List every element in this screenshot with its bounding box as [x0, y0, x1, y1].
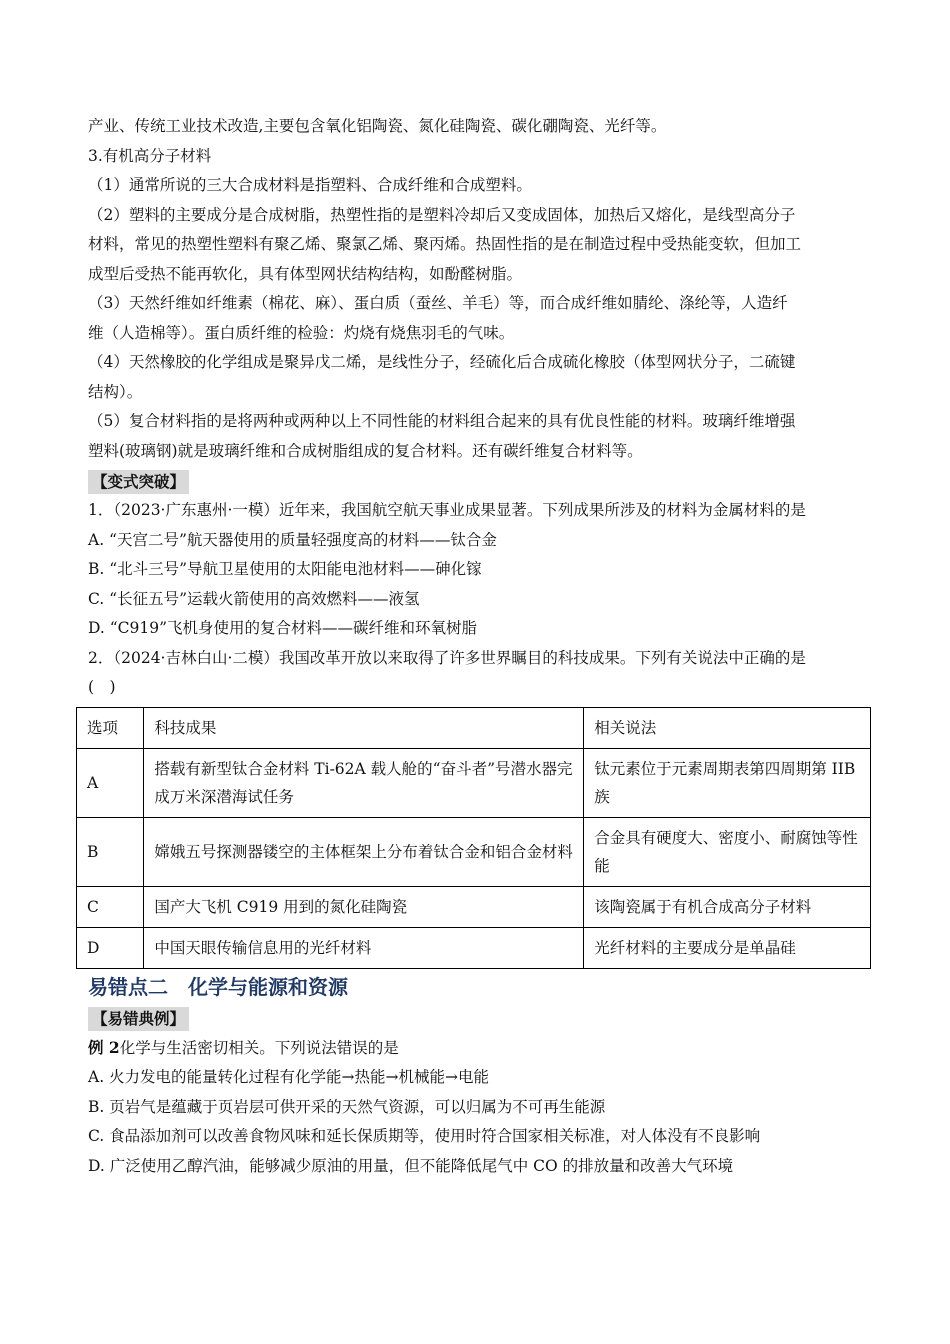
table-cell-option: B — [77, 817, 144, 886]
paragraph-4a: （4）天然橡胶的化学组成是聚异戊二烯，是线性分子，经硫化后合成硫化橡胶（体型网状分子，二硫键 — [88, 353, 796, 371]
subheading-organic-polymers: 3.有机高分子材料 — [88, 146, 212, 165]
question-2-paren: ( ) — [88, 678, 116, 696]
example-2-option-c: C. 食品添加剂可以改善食物风味和延长保质期等，使用时符合国家相关标准，对人体没有不良影响 — [88, 1127, 761, 1145]
table-header-cell: 科技成果 — [144, 707, 584, 748]
question-2-table — [76, 707, 871, 969]
table-cell-option: C — [77, 886, 144, 927]
paragraph-2b: 材料，常见的热塑性塑料有聚乙烯、聚氯乙烯、聚丙烯。热固性指的是在制造过程中受热能变软，但加工 — [88, 235, 802, 253]
section-tag-typical-example: 【易错典例】 — [88, 1007, 189, 1031]
example-text: 化学与生活密切相关。下列说法错误的是 — [119, 1038, 399, 1057]
document-content — [88, 112, 872, 1181]
section-tag-variant: 【变式突破】 — [88, 470, 189, 494]
table-header-cell: 选项 — [77, 707, 144, 748]
question-1: 1．（2023·广东惠州·一模）近年来，我国航空航天事业成果显著。下列成果所涉及的材料为金属材料的是 — [88, 501, 806, 519]
table-cell-achievement: 中国天眼传输信息用的光纤材料 — [144, 927, 584, 968]
paragraph-4b: 结构）。 — [88, 382, 143, 401]
paragraph-3a: （3）天然纤维如纤维素（棉花、麻）、蛋白质（蚕丝、羊毛）等，而合成纤维如腈纶、涤纶等，人造纤 — [88, 294, 788, 312]
table-row — [77, 748, 871, 817]
example-2-option-a: A. 火力发电的能量转化过程有化学能→热能→机械能→电能 — [88, 1068, 490, 1086]
example-2 — [88, 1033, 872, 1064]
paragraph-1: （1）通常所说的三大合成材料是指塑料、合成纤维和合成塑料。 — [88, 176, 532, 194]
section-heading-energy: 易错点二 化学与能源和资源 — [88, 974, 348, 999]
paragraph-2a: （2）塑料的主要成分是合成树脂，热塑性指的是塑料冷却后又变成固体，加热后又熔化，是线型高分子 — [88, 205, 796, 224]
paragraph-5b: 塑料(玻璃钢)就是玻璃纤维和合成树脂组成的复合材料。还有碳纤维复合材料等。 — [88, 441, 643, 460]
table-cell-option: A — [77, 748, 144, 817]
table-cell-achievement: 国产大飞机 C919 用到的氮化硅陶瓷 — [144, 886, 584, 927]
table-header-row — [77, 707, 871, 748]
table-cell-statement: 合金具有硬度大、密度小、耐腐蚀等性能 — [584, 817, 871, 886]
paragraph-3b: 维（人造棉等）。蛋白质纤维的检验：灼烧有烧焦羽毛的气味。 — [88, 323, 515, 342]
table-cell-statement: 光纤材料的主要成分是单晶硅 — [584, 927, 871, 968]
paragraph-5a: （5）复合材料指的是将两种或两种以上不同性能的材料组合起来的具有优良性能的材料。玻璃纤维增强 — [88, 412, 796, 430]
table-cell-statement: 钛元素位于元素周期表第四周期第 IIB 族 — [584, 748, 871, 817]
table-row — [77, 817, 871, 886]
table-row — [77, 927, 871, 968]
example-2-option-d: D. 广泛使用乙醇汽油，能够减少原油的用量，但不能降低尾气中 CO 的排放量和改善大气环境 — [88, 1156, 734, 1175]
question-2: 2．（2024·吉林白山·二模）我国改革开放以来取得了许多世界瞩目的科技成果。下列有关说法中正确的是 — [88, 648, 806, 667]
table-cell-option: D — [77, 927, 144, 968]
question-1-option-c: C. “长征五号”运载火箭使用的高效燃料——液氢 — [88, 589, 420, 608]
table-cell-achievement: 搭载有新型钛合金材料 Ti-62A 载人舱的“奋斗者”号潜水器完成万米深潜海试任务 — [144, 748, 584, 817]
intro-line: 产业、传统工业技术改造,主要包含氧化铝陶瓷、氮化硅陶瓷、碳化硼陶瓷、光纤等。 — [88, 117, 667, 135]
example-label: 例 2 — [88, 1037, 120, 1057]
table-cell-statement: 该陶瓷属于有机合成高分子材料 — [584, 886, 871, 927]
table-cell-achievement: 嫦娥五号探测器镂空的主体框架上分布着钛合金和铝合金材料 — [144, 817, 584, 886]
paragraph-2c: 成型后受热不能再软化，具有体型网状结构结构，如酚醛树脂。 — [88, 264, 523, 283]
question-1-option-d: D. “C919”飞机身使用的复合材料——碳纤维和环氧树脂 — [88, 619, 478, 637]
table-row — [77, 886, 871, 927]
table-header-cell: 相关说法 — [584, 707, 871, 748]
question-1-option-b: B. “北斗三号”导航卫星使用的太阳能电池材料——砷化镓 — [88, 560, 482, 578]
example-2-option-b: B. 页岩气是蕴藏于页岩层可供开采的天然气资源，可以归属为不可再生能源 — [88, 1097, 606, 1116]
question-1-option-a: A. “天宫二号”航天器使用的质量轻强度高的材料——钛合金 — [88, 530, 497, 549]
